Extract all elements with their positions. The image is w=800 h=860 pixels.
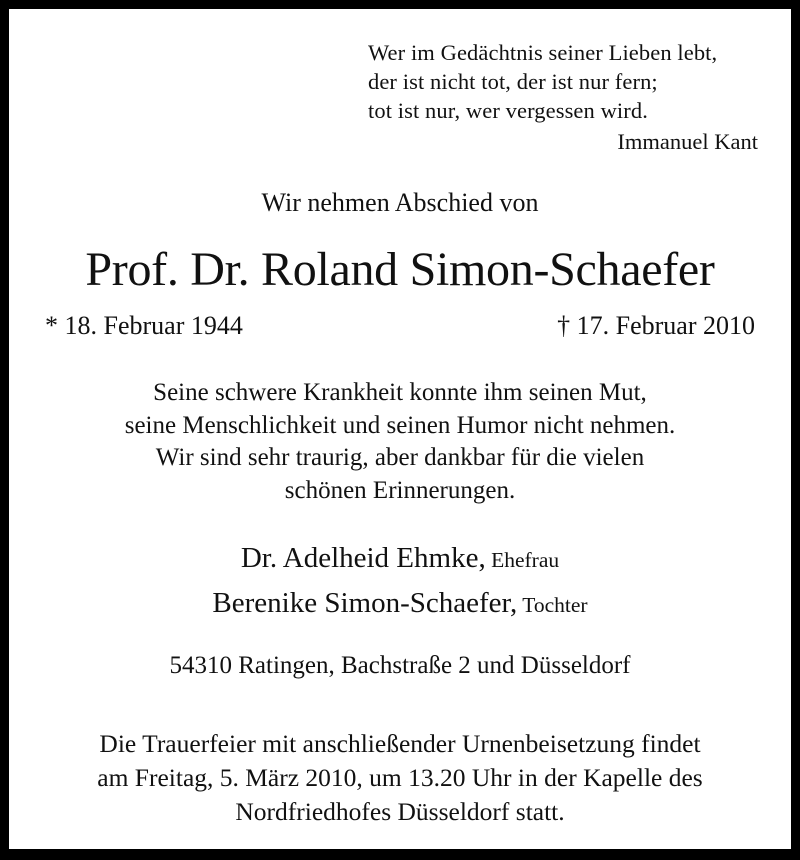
- quote-attribution: Immanuel Kant: [617, 129, 758, 154]
- service-line-1: Die Trauerfeier mit anschließender Urnenbeisetzung findet: [99, 729, 701, 758]
- survivors-list: [9, 538, 791, 628]
- survivor-relation: Tochter: [517, 593, 588, 617]
- survivor-name: Dr. Adelheid Ehmke,: [240, 542, 486, 574]
- funeral-service-details: [9, 727, 791, 829]
- death-date: † 17. Februar 2010: [557, 311, 755, 340]
- tribute-line-3: Wir sind sehr traurig, aber dankbar für die vielen: [155, 444, 645, 471]
- quote-line-3: tot ist nur, wer vergessen wird.: [368, 98, 648, 123]
- tribute-line-1: Seine schwere Krankheit konnte ihm seinen Mut,: [153, 379, 647, 406]
- birth-date: * 18. Februar 1944: [45, 311, 243, 340]
- survivor-row: [9, 538, 791, 583]
- tribute-line-4: schönen Erinnerungen.: [284, 476, 516, 504]
- survivor-row: [9, 583, 791, 628]
- deceased-name: Prof. Dr. Roland Simon-Schaefer: [85, 243, 715, 296]
- service-line-3: Nordfriedhofes Düsseldorf statt.: [235, 797, 565, 826]
- farewell-intro: Wir nehmen Abschied von: [261, 188, 539, 217]
- service-line-2: am Freitag, 5. März 2010, um 13.20 Uhr in der Kapelle des: [97, 763, 703, 792]
- tribute-message: [9, 377, 791, 507]
- tribute-line-2: seine Menschlichkeit und seinen Humor nicht nehmen.: [124, 411, 676, 439]
- quote-line-1: Wer im Gedächtnis seiner Lieben lebt,: [368, 40, 718, 65]
- survivor-name: Berenike Simon-Schaefer,: [212, 587, 518, 619]
- survivor-relation: Ehefrau: [485, 548, 560, 572]
- notice-inner-panel: [9, 9, 791, 849]
- quote-line-2: der ist nicht tot, der ist nur fern;: [368, 69, 658, 94]
- memorial-quote: [368, 38, 758, 156]
- family-address: 54310 Ratingen, Bachstraße 2 und Düsseldorf: [169, 652, 631, 679]
- life-dates: [45, 310, 755, 342]
